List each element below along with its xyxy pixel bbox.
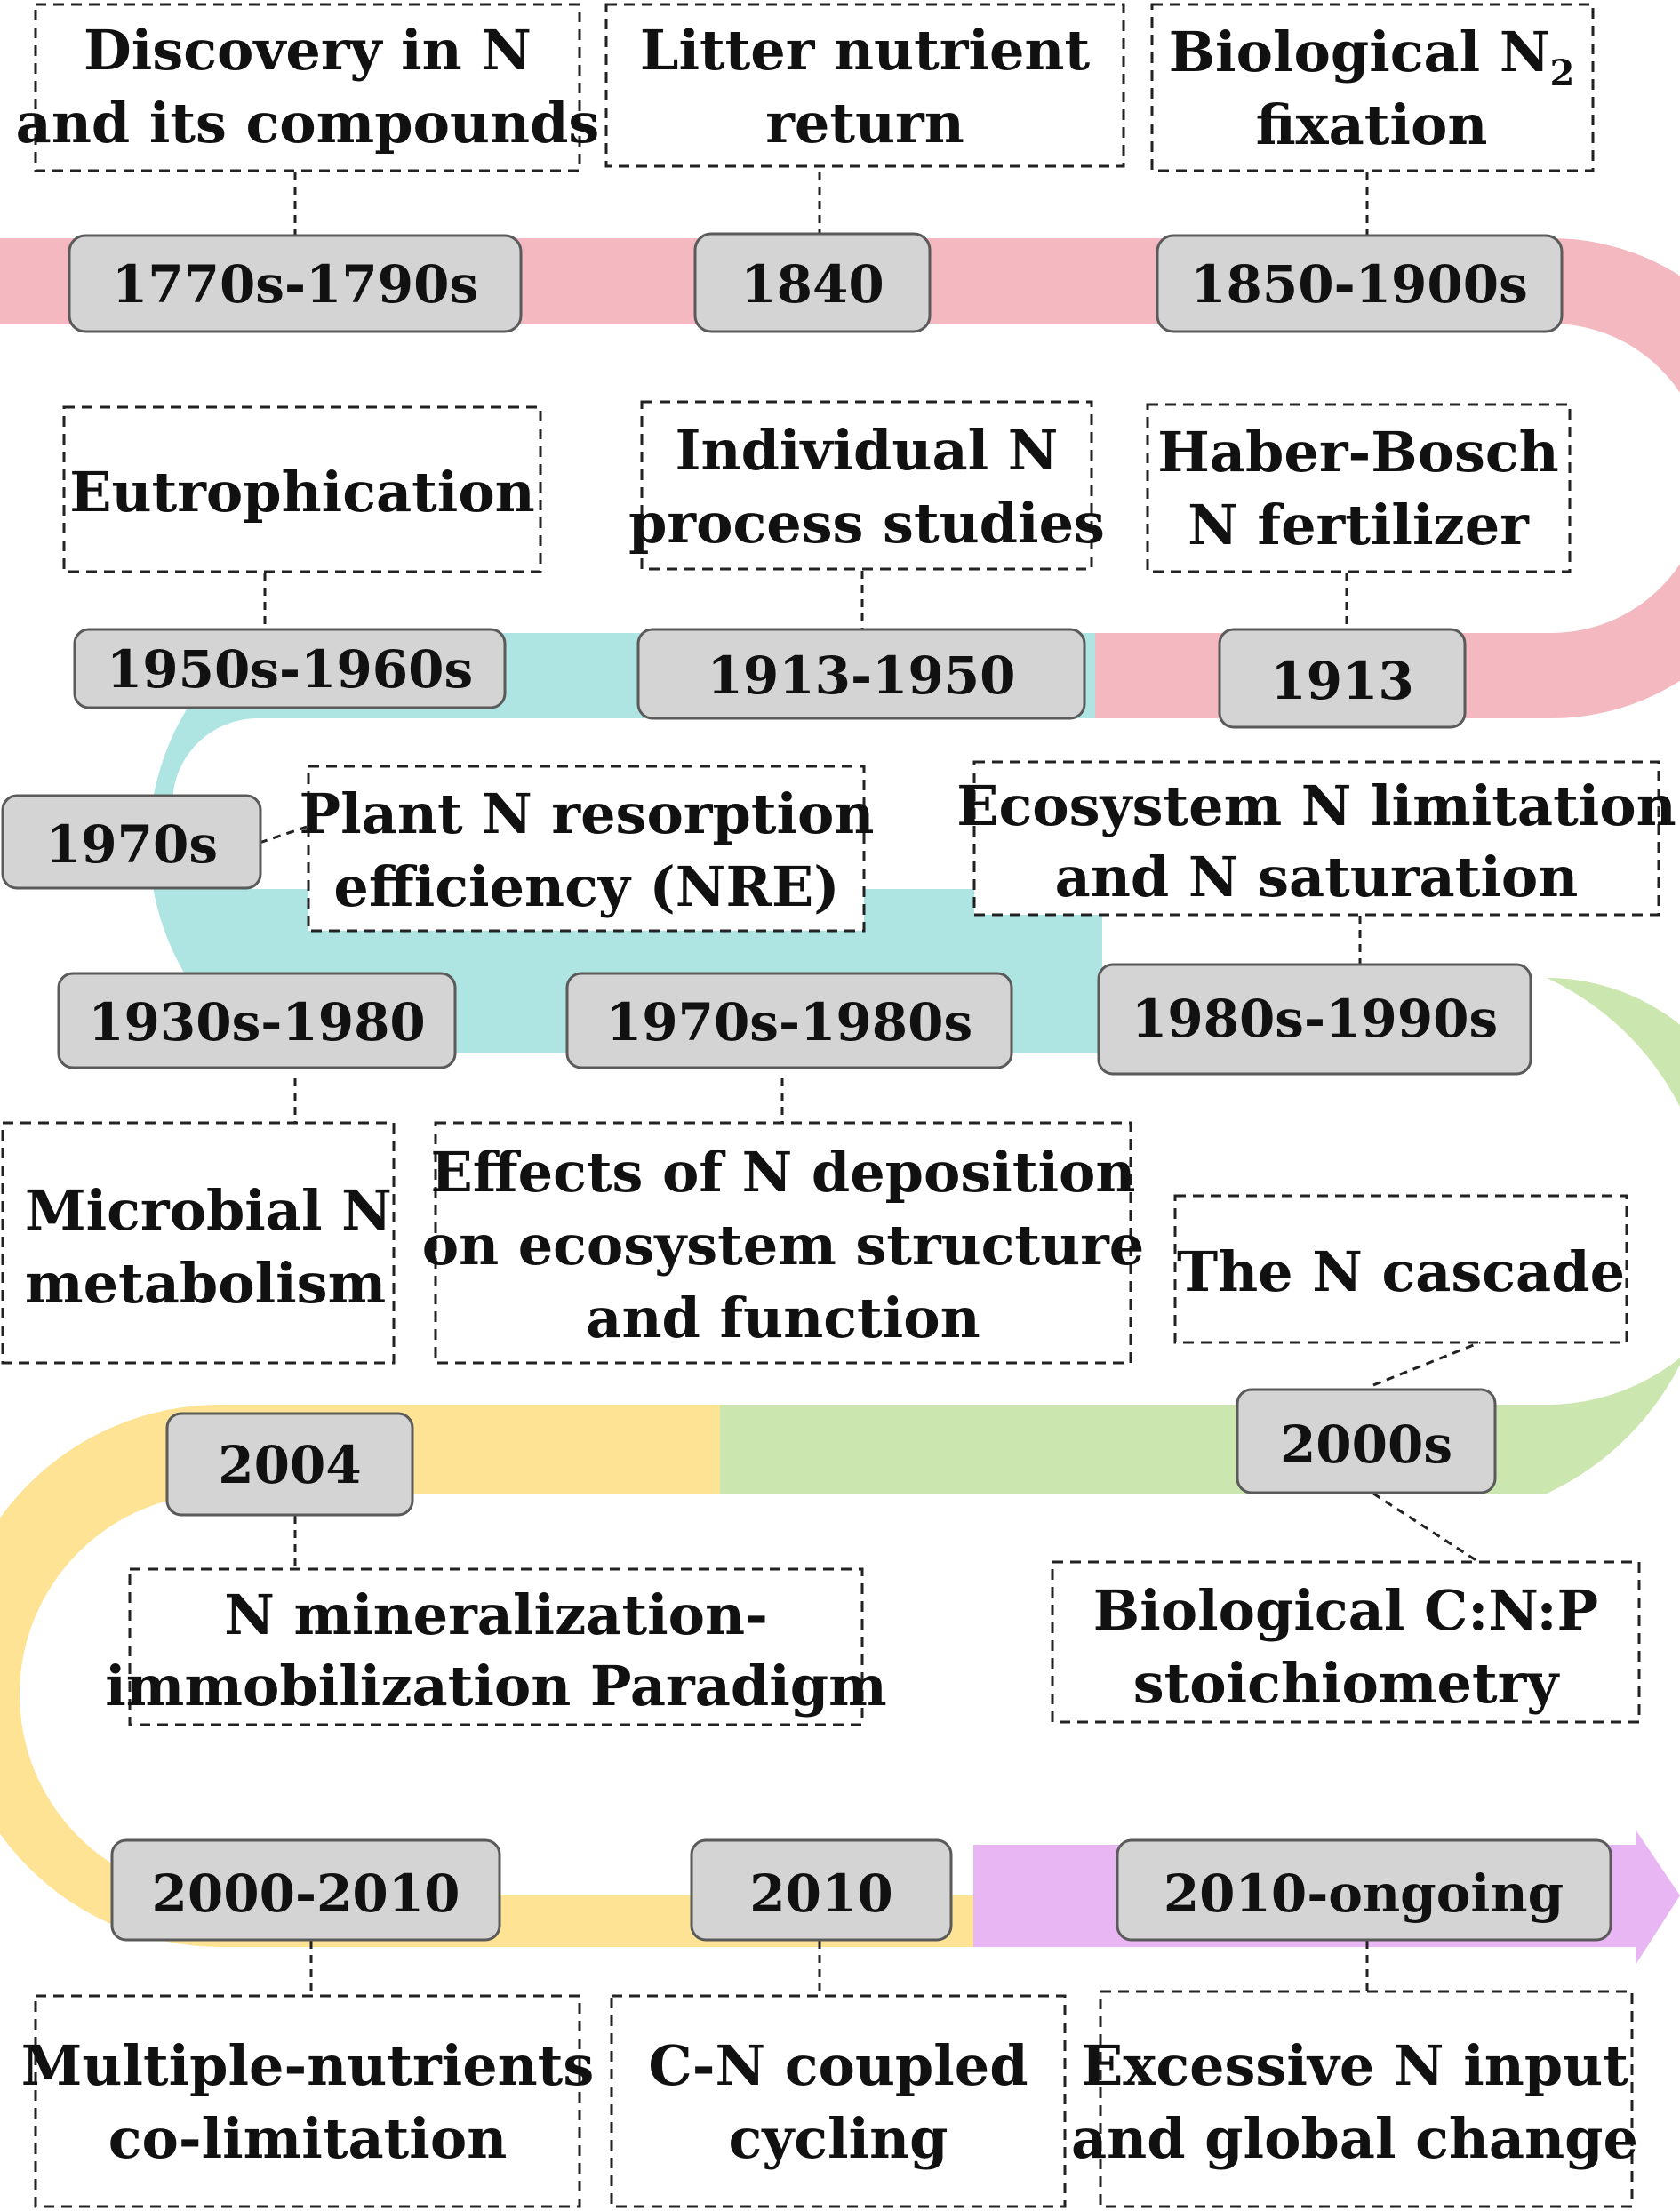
topic-line: Discovery in N (84, 18, 532, 83)
topic-line: and its compounds (15, 91, 600, 156)
topic-line: The N cascade (1176, 1239, 1626, 1304)
period-box-2004 (167, 1414, 412, 1515)
topic-mineralization (105, 1569, 887, 1725)
period-label: 2010-ongoing (1163, 1863, 1564, 1924)
topic-line: Excessive N input (1081, 2033, 1628, 2098)
topic-line: process studies (628, 491, 1105, 556)
topic-discovery (16, 4, 600, 171)
topic-line (1169, 20, 1575, 94)
topic-eutrophication (64, 407, 540, 572)
topic-fixation (1152, 4, 1593, 171)
topic-line: Haber-Bosch (1157, 420, 1559, 485)
period-label: 2010 (749, 1863, 893, 1924)
topic-line: and function (586, 1286, 980, 1350)
fixation-subscript: 2 (1549, 52, 1575, 94)
period-box-1913-1950 (638, 629, 1084, 718)
topic-line: return (765, 91, 964, 156)
period-box-1980s-1990s (1099, 965, 1531, 1074)
topic-line: metabolism (25, 1251, 387, 1316)
topic-excessive (1071, 1991, 1638, 2207)
period-label: 1850-1900s (1190, 254, 1528, 315)
period-label: 1980s-1990s (1131, 989, 1499, 1049)
period-label: 1930s-1980 (88, 992, 426, 1053)
period-box-1770s-1790s (69, 236, 521, 332)
topic-individual (628, 402, 1105, 569)
topic-line: Biological C:N:P (1092, 1578, 1599, 1643)
topic-resorption (300, 766, 875, 931)
period-box-1950s-1960s (75, 629, 505, 708)
topic-line: C-N coupled (648, 2033, 1028, 2098)
topic-line: Microbial N (25, 1178, 392, 1243)
topic-line: Plant N resorption (299, 781, 875, 846)
topic-line: and N saturation (1054, 845, 1579, 909)
topic-deposition (422, 1123, 1145, 1363)
topic-line: co-limitation (108, 2106, 508, 2171)
topic-microbial (3, 1123, 394, 1363)
topic-line: Eutrophication (69, 460, 535, 525)
period-label: 1770s-1790s (111, 254, 479, 315)
period-label: 1913-1950 (707, 645, 1016, 706)
topic-cascade (1175, 1196, 1627, 1342)
period-label: 1970s (44, 814, 219, 875)
topic-line: Ecosystem N limitation (956, 773, 1676, 838)
period-label: 2004 (218, 1435, 362, 1495)
topic-line: efficiency (NRE) (333, 854, 840, 919)
topic-stoichiometry (1052, 1562, 1639, 1722)
topic-line: on ecosystem structure (421, 1213, 1145, 1278)
period-label: 2000-2010 (151, 1863, 460, 1924)
topic-line: fixation (1255, 92, 1488, 157)
period-box-1930s-1980 (59, 973, 455, 1068)
topic-line: N mineralization- (224, 1582, 768, 1647)
period-box-1850-1900s (1157, 236, 1562, 332)
topic-colimitation (21, 1996, 595, 2207)
topic-line: N fertilizer (1188, 493, 1529, 557)
period-box-1840 (695, 234, 930, 332)
period-box-2010 (692, 1840, 951, 1940)
topic-line: Multiple-nutrients (20, 2033, 595, 2098)
topic-line: and global change (1071, 2106, 1638, 2171)
topic-limitation (956, 762, 1676, 915)
period-label: 1950s-1960s (106, 639, 474, 700)
period-box-2000-2010 (112, 1840, 500, 1940)
period-label: 1913 (1270, 651, 1414, 711)
topic-line: Effects of N deposition (430, 1140, 1136, 1205)
topic-haber (1148, 405, 1570, 572)
topic-coupled (612, 1996, 1065, 2207)
topic-line: Individual N (675, 418, 1059, 483)
period-box-1913 (1220, 629, 1465, 727)
fixation-main: Biological N (1168, 20, 1550, 84)
period-label: 1840 (740, 254, 884, 315)
period-box-2000s (1237, 1390, 1495, 1493)
topic-line: stoichiometry (1132, 1651, 1559, 1716)
period-box-1970s (3, 796, 260, 888)
period-label: 1970s-1980s (605, 992, 973, 1053)
period-box-2010-ongoing (1117, 1840, 1611, 1940)
topic-line: Litter nutrient (639, 18, 1091, 83)
period-label: 2000s (1279, 1414, 1453, 1475)
period-box-1970s-1980s (567, 973, 1012, 1068)
topic-line: immobilization Paradigm (105, 1654, 887, 1718)
topic-line: cycling (728, 2106, 948, 2171)
topic-litter (606, 4, 1124, 166)
